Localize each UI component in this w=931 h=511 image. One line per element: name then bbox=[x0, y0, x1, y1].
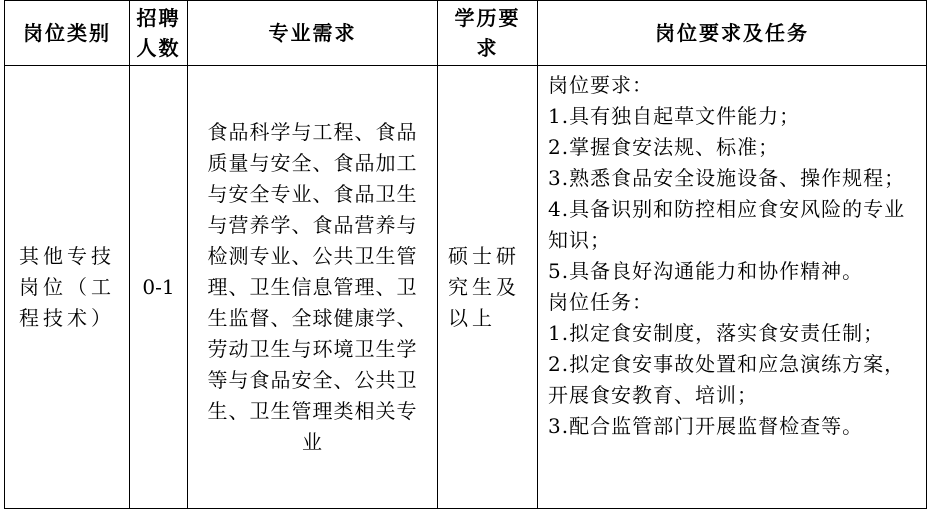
requirement-item: 5.具备良好沟通能力和协作精神。 bbox=[548, 259, 864, 283]
requirement-item: 2.掌握食安法规、标准； bbox=[548, 135, 780, 159]
header-duties: 岗位要求及任务 bbox=[538, 1, 927, 66]
cell-category: 其他专技岗位（工程技术） bbox=[5, 66, 130, 509]
cell-count: 0-1 bbox=[130, 66, 188, 509]
header-major: 专业需求 bbox=[188, 1, 438, 66]
cell-education: 硕士研究生及以上 bbox=[438, 66, 538, 509]
requirement-item: 1.具有独自起草文件能力； bbox=[548, 104, 801, 128]
task-item: 2.拟定食安事故处置和应急演练方案，开展食安教育、培训； bbox=[548, 352, 906, 407]
requirement-item: 4.具备识别和防控相应食安风险的专业知识； bbox=[548, 197, 906, 252]
requirement-item: 3.熟悉食品安全设施设备、操作规程； bbox=[548, 166, 906, 190]
table-row bbox=[5, 66, 927, 509]
header-count bbox=[130, 1, 188, 66]
cell-major: 食品科学与工程、食品质量与安全、食品加工与安全专业、食品卫生与营养学、食品营养与检测专业、公共卫生管理、卫生信息管理、卫生监督、全球健康学、劳动卫生与环境卫生学等与食品安全、公共卫生、卫生管理类相关专业 bbox=[188, 66, 438, 509]
task-item: 3.配合监管部门开展监督检查等。 bbox=[548, 414, 864, 438]
header-row bbox=[5, 1, 927, 66]
task-item: 1.拟定食安制度，落实食安责任制； bbox=[548, 321, 885, 345]
header-count-text: 招聘人数 bbox=[136, 6, 181, 60]
recruitment-table bbox=[4, 0, 927, 509]
cell-duties bbox=[538, 66, 927, 509]
header-education-text: 学历要求 bbox=[454, 6, 521, 60]
requirements-title: 岗位要求： bbox=[548, 73, 653, 97]
header-category: 岗位类别 bbox=[5, 1, 130, 66]
tasks-title: 岗位任务： bbox=[548, 290, 653, 314]
header-education bbox=[438, 1, 538, 66]
